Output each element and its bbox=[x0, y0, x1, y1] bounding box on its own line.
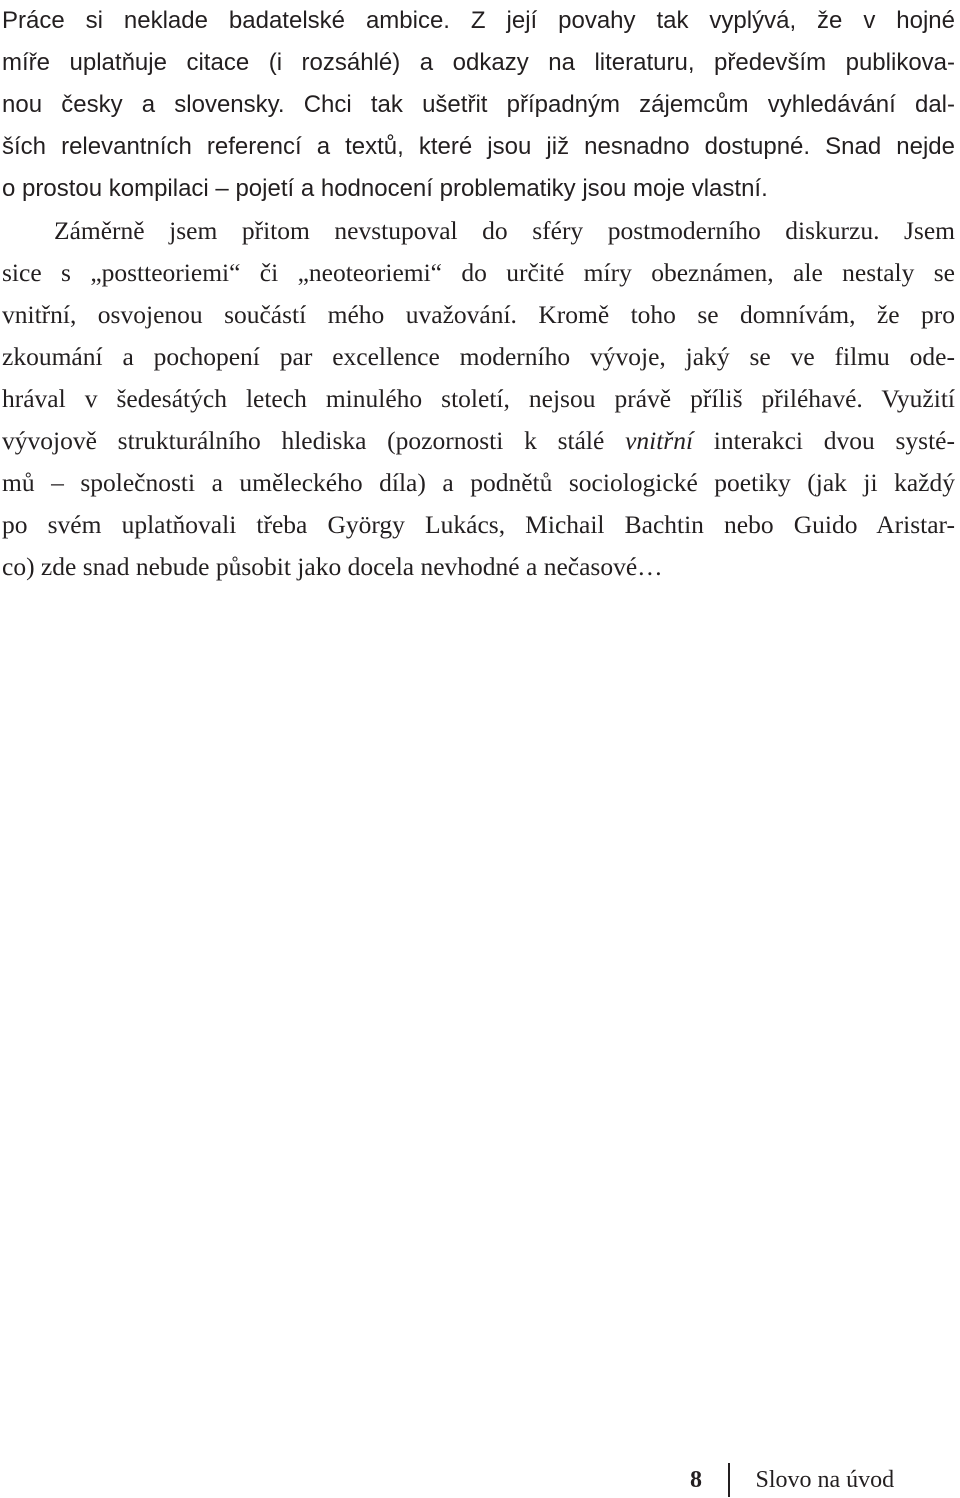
text-line: Záměrně jsem přitom nevstupoval do sféry postmoderního diskurzu. Jsem bbox=[54, 216, 955, 245]
text-line: ších relevantních referencí a textů, které jsou již nesnadno dostupné. Snad nejde bbox=[2, 133, 955, 160]
emphasis-text: vnitřní bbox=[625, 426, 694, 455]
footer-divider bbox=[728, 1463, 730, 1497]
text-line: zkoumání a pochopení par excellence moderního vývoje, jaký se ve filmu ode- bbox=[2, 342, 955, 371]
text-line: vnitřní, osvojenou součástí mého uvažování. Kromě toho se domnívám, že pro bbox=[2, 300, 955, 329]
text-line-with-emphasis bbox=[2, 420, 955, 462]
body-text bbox=[2, 0, 955, 588]
text-line: po svém uplatňovali třeba György Lukács, Michail Bachtin nebo Guido Aristar- bbox=[2, 510, 955, 539]
page-footer bbox=[690, 1462, 894, 1498]
text-line: mů – společnosti a uměleckého díla) a podnětů sociologické poetiky (jak ji každý bbox=[2, 468, 955, 497]
text-line: nou česky a slovensky. Chci tak ušetřit případným zájemcům vyhledávání dal- bbox=[2, 91, 955, 118]
text-line: co) zde snad nebude působit jako docela nevhodné a nečasové… bbox=[2, 552, 663, 581]
text-segment: vývojově strukturálního hlediska (pozornosti k stálé bbox=[2, 426, 626, 455]
page-number: 8 bbox=[690, 1466, 702, 1493]
running-section-title: Slovo na úvod bbox=[755, 1466, 895, 1493]
text-line: míře uplatňuje citace (i rozsáhlé) a odkazy na literaturu, především publikova- bbox=[2, 49, 955, 76]
text-line: o prostou kompilaci – pojetí a hodnocení problematiky jsou moje vlastní. bbox=[2, 175, 768, 202]
text-line: Práce si neklade badatelské ambice. Z její povahy tak vyplývá, že v hojné bbox=[2, 7, 955, 34]
text-segment: interakci dvou systé- bbox=[693, 426, 955, 455]
text-line: sice s „postteoriemi“ či „neoteoriemi“ do určité míry obeznámen, ale nestaly se bbox=[2, 258, 955, 287]
text-line: hrával v šedesátých letech minulého století, nejsou právě příliš přiléhavé. Využití bbox=[2, 384, 955, 413]
